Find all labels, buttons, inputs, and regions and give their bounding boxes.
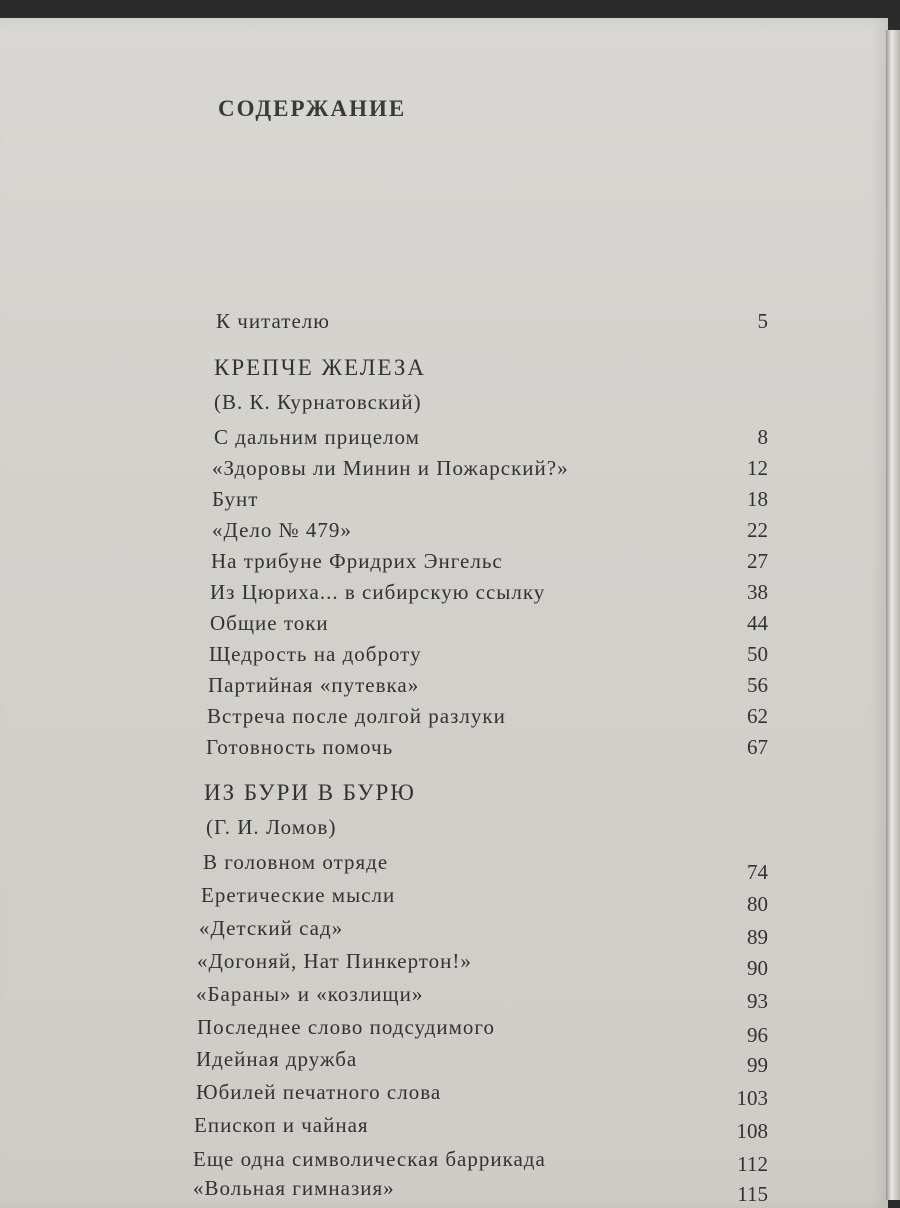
toc-entry bbox=[0, 883, 900, 916]
entry-title: Последнее слово подсудимого bbox=[197, 1015, 496, 1039]
toc-entry bbox=[0, 916, 900, 949]
part2-subtitle: (Г. И. Ломов) bbox=[206, 815, 337, 839]
part1-title: КРЕПЧЕ ЖЕЛЕЗА bbox=[214, 355, 426, 380]
entry-page: 93 bbox=[747, 989, 768, 1013]
entry-page: 44 bbox=[747, 611, 768, 635]
toc-entry bbox=[0, 1015, 900, 1045]
toc-entry bbox=[0, 1147, 900, 1177]
entry-title: «Бараны» и «козлищи» bbox=[196, 982, 424, 1006]
toc-entry bbox=[0, 982, 900, 1012]
entry-title: «Дело № 479» bbox=[212, 518, 352, 542]
toc-entry bbox=[0, 1176, 900, 1206]
toc-entry bbox=[0, 673, 900, 703]
entry-title: Общие токи bbox=[210, 611, 329, 635]
entry-page: 22 bbox=[747, 518, 768, 542]
entry-title: «Вольная гимназия» bbox=[193, 1176, 395, 1200]
part1-subtitle: (В. К. Курнатовский) bbox=[214, 390, 422, 414]
entry-title: К читателю bbox=[216, 309, 330, 333]
toc-heading: СОДЕРЖАНИЕ bbox=[218, 96, 407, 121]
entry-page: 18 bbox=[747, 487, 768, 511]
toc-entry bbox=[0, 611, 900, 641]
toc-entry bbox=[0, 456, 900, 486]
entry-page: 99 bbox=[747, 1053, 768, 1077]
entry-page: 108 bbox=[736, 1119, 768, 1143]
entry-title: Из Цюриха... в сибирскую ссылку bbox=[210, 580, 546, 604]
entry-page: 74 bbox=[747, 860, 768, 884]
entry-page: 89 bbox=[747, 925, 768, 949]
toc-entry bbox=[0, 580, 900, 610]
entry-page: 27 bbox=[747, 549, 768, 573]
entry-title: Встреча после долгой разлуки bbox=[207, 704, 506, 728]
entry-page: 80 bbox=[747, 892, 768, 916]
entry-title: На трибуне Фридрих Энгельс bbox=[211, 549, 503, 573]
toc-entry bbox=[0, 1080, 900, 1110]
entry-title: Еще одна символическая баррикада bbox=[193, 1147, 546, 1171]
entry-page: 112 bbox=[737, 1152, 768, 1176]
toc-entry bbox=[0, 850, 900, 884]
entry-title: Юбилей печатного слова bbox=[196, 1080, 442, 1104]
toc-entry bbox=[0, 642, 900, 672]
entry-title: В головном отряде bbox=[203, 850, 389, 874]
toc-entry-intro bbox=[0, 309, 900, 339]
toc-entry bbox=[0, 1113, 900, 1143]
toc-entry bbox=[0, 704, 900, 734]
toc-entry bbox=[0, 549, 900, 579]
entry-page: 90 bbox=[747, 956, 768, 980]
entry-title: «Догоняй, Нат Пинкертон!» bbox=[197, 949, 472, 973]
entry-page: 5 bbox=[757, 309, 768, 333]
entry-page: 56 bbox=[747, 673, 768, 697]
entry-title: Епископ и чайная bbox=[194, 1113, 369, 1137]
toc-entry bbox=[0, 1047, 900, 1077]
entry-title: Щедрость на доброту bbox=[209, 642, 422, 666]
entry-title: Готовность помочь bbox=[206, 735, 394, 759]
entry-page: 96 bbox=[747, 1023, 768, 1047]
entry-page: 115 bbox=[737, 1182, 768, 1206]
entry-title: Партийная «путевка» bbox=[208, 673, 420, 697]
entry-title: Бунт bbox=[212, 487, 259, 511]
entry-page: 50 bbox=[747, 642, 768, 666]
entry-page: 103 bbox=[736, 1086, 768, 1110]
entry-page: 12 bbox=[747, 456, 768, 480]
toc-entry bbox=[0, 487, 900, 517]
entry-title: Идейная дружба bbox=[196, 1047, 358, 1071]
entry-page: 8 bbox=[757, 425, 768, 449]
toc-entry bbox=[0, 949, 900, 979]
entry-page: 62 bbox=[747, 704, 768, 728]
entry-page: 67 bbox=[747, 735, 768, 759]
toc-entry bbox=[0, 425, 900, 455]
entry-title: Еретические мысли bbox=[201, 883, 396, 907]
entry-title: «Детский сад» bbox=[199, 916, 344, 940]
part2-title: ИЗ БУРИ В БУРЮ bbox=[204, 780, 416, 805]
toc-entry bbox=[0, 518, 900, 548]
entry-title: «Здоровы ли Минин и Пожарский?» bbox=[212, 456, 569, 480]
entry-page: 38 bbox=[747, 580, 768, 604]
entry-title: С дальним прицелом bbox=[214, 425, 420, 449]
toc-entry bbox=[0, 735, 900, 765]
